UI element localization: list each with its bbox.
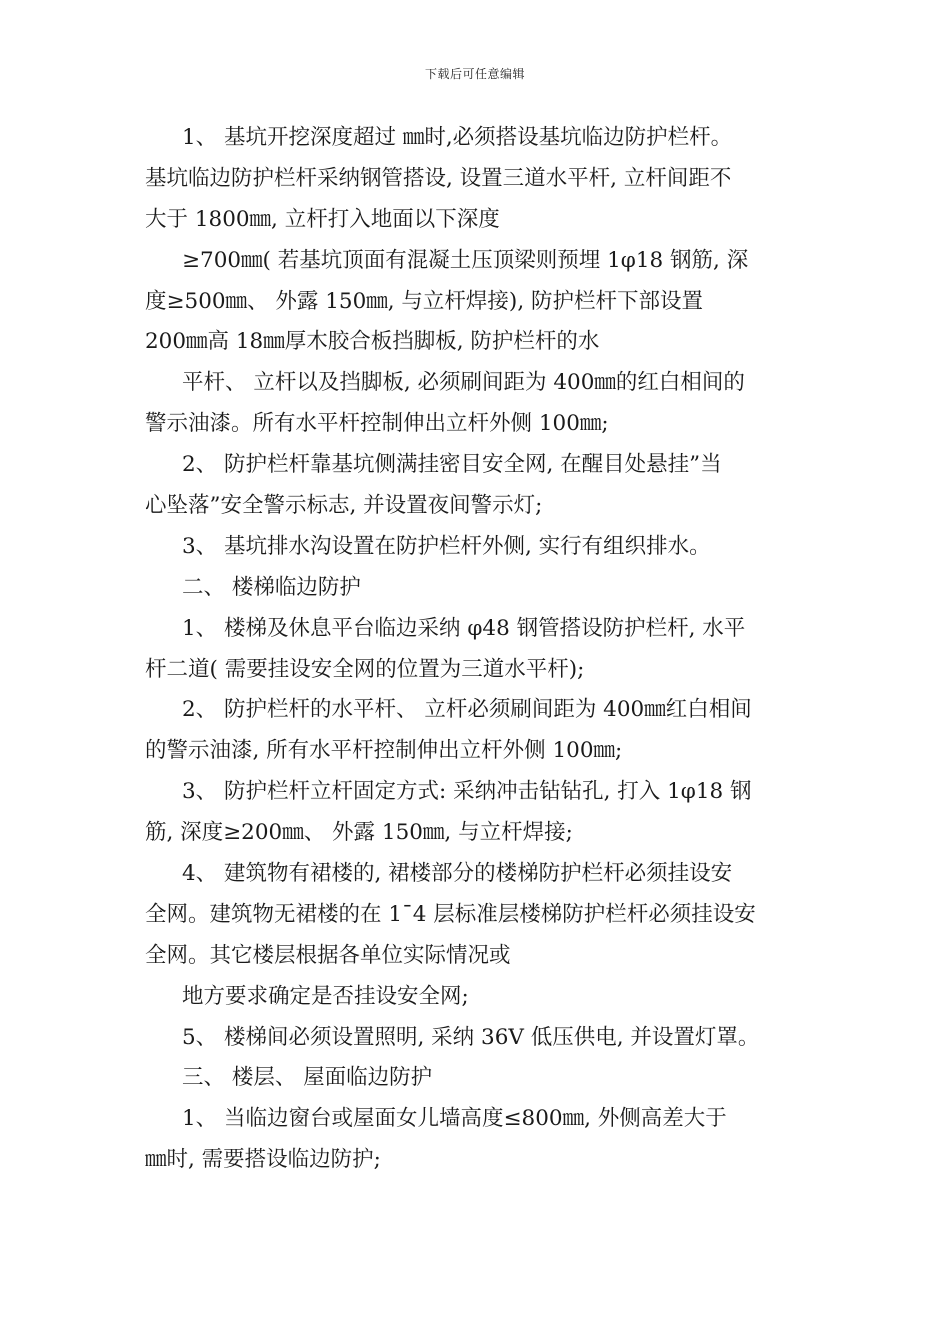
text-line: 基坑临边防护栏杆采纳钢管搭设, 设置三道水平杆, 立杆间距不: [145, 165, 732, 191]
text-line: 3、 防护栏杆立杆固定方式: 采纳冲击钻钻孔, 打入 1φ18 钢: [182, 779, 752, 805]
document-body: [145, 118, 810, 1181]
text-line: 1、 当临边窗台或屋面女儿墙高度≤800㎜, 外侧高差大于: [182, 1106, 727, 1132]
text-line: 4、 建筑物有裙楼的, 裙楼部分的楼梯防护栏杆必须挂设安: [182, 861, 733, 887]
page-header: 下载后可任意编辑: [424, 67, 525, 81]
text-line: 1、 楼梯及休息平台临边采纳 φ48 钢管搭设防护栏杆, 水平: [182, 615, 746, 641]
text-line: 1、 基坑开挖深度超过 ㎜时,必须搭设基坑临边防护栏杆。: [182, 125, 733, 150]
section-heading: 三、 楼层、 屋面临边防护: [182, 1065, 433, 1091]
text-line: ≥700㎜( 若基坑顶面有混凝土压顶梁则预埋 1φ18 钢筋, 深: [182, 247, 749, 273]
text-line: 地方要求确定是否挂设安全网;: [182, 983, 469, 1009]
text-line: 筋, 深度≥200㎜、 外露 150㎜, 与立杆焊接;: [145, 820, 573, 846]
text-line: 全网。其它楼层根据各单位实际情况或: [145, 942, 511, 968]
section-heading: 二、 楼梯临边防护: [182, 574, 361, 600]
text-line: 2、 防护栏杆的水平杆、 立杆必须刷间距为 400㎜红白相间: [182, 697, 752, 723]
text-line: 3、 基坑排水沟设置在防护栏杆外侧, 实行有组织排水。: [182, 533, 711, 559]
text-line: 200㎜高 18㎜厚木胶合板挡脚板, 防护栏杆的水: [145, 329, 600, 355]
text-line: 大于 1800㎜, 立杆打入地面以下深度: [145, 206, 500, 232]
text-line: ㎜时, 需要搭设临边防护;: [145, 1147, 381, 1173]
text-line: 2、 防护栏杆靠基坑侧满挂密目安全网, 在醒目处悬挂”当: [182, 452, 722, 478]
text-line: 的警示油漆, 所有水平杆控制伸出立杆外侧 100㎜;: [145, 738, 623, 764]
text-line: 杆二道( 需要挂设安全网的位置为三道水平杆);: [145, 656, 585, 682]
text-line: 5、 楼梯间必须设置照明, 采纳 36V 低压供电, 并设置灯罩。: [182, 1024, 760, 1050]
text-line: 平杆、 立杆以及挡脚板, 必须刷间距为 400㎜的红白相间的: [182, 370, 745, 396]
text-line: 警示油漆。所有水平杆控制伸出立杆外侧 100㎜;: [145, 411, 609, 437]
text-line: 度≥500㎜、 外露 150㎜, 与立杆焊接), 防护栏杆下部设置: [145, 288, 703, 314]
text-line: 全网。建筑物无裙楼的在 1¯4 层标准层楼梯防护栏杆必须挂设安: [145, 901, 756, 927]
text-line: 心坠落”安全警示标志, 并设置夜间警示灯;: [145, 493, 543, 519]
